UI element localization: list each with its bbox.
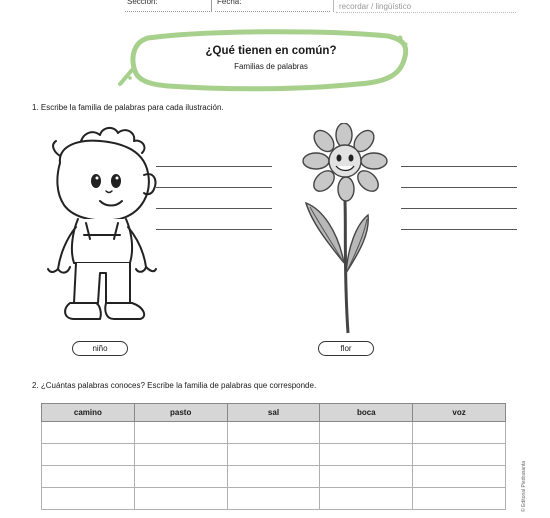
boy-answer-line-2[interactable]	[156, 187, 272, 188]
table-cell[interactable]	[227, 444, 320, 466]
table-cell[interactable]	[42, 488, 135, 510]
table-cell[interactable]	[413, 466, 506, 488]
boy-illustration	[40, 123, 165, 328]
exercise-2-instruction: 2. ¿Cuántas palabras conoces? Escribe la familia de palabras que corresponde.	[32, 381, 317, 390]
boy-answer-line-3[interactable]	[156, 208, 272, 209]
column-header: camino	[42, 404, 135, 422]
table-cell[interactable]	[42, 466, 135, 488]
table-cell[interactable]	[42, 444, 135, 466]
flower-answer-line-3[interactable]	[401, 208, 517, 209]
publisher-credit: © Editorial Piedrasanta	[521, 460, 527, 512]
table-row	[42, 422, 506, 444]
table-cell[interactable]	[227, 466, 320, 488]
header-divider	[211, 0, 212, 12]
table-row	[42, 488, 506, 510]
page-subtitle: Familias de palabras	[234, 62, 308, 71]
table-header-row	[42, 404, 506, 422]
date-label: Fecha:	[217, 0, 242, 6]
table-cell[interactable]	[413, 422, 506, 444]
page-title: ¿Qué tienen en común?	[205, 45, 337, 57]
word-family-table	[41, 403, 506, 510]
flower-answer-line-4[interactable]	[401, 229, 517, 230]
column-header: boca	[320, 404, 413, 422]
table-row	[42, 444, 506, 466]
column-header: sal	[227, 404, 320, 422]
flower-answer-line-1[interactable]	[401, 166, 517, 167]
table-cell[interactable]	[134, 466, 227, 488]
table-cell[interactable]	[227, 488, 320, 510]
skill-line	[336, 12, 516, 13]
boy-answer-line-4[interactable]	[156, 229, 272, 230]
table-cell[interactable]	[134, 444, 227, 466]
table-row	[42, 466, 506, 488]
flower-answer-line-2[interactable]	[401, 187, 517, 188]
column-header: voz	[413, 404, 506, 422]
header-bar	[0, 0, 550, 14]
table-cell[interactable]	[413, 444, 506, 466]
table-cell[interactable]	[320, 444, 413, 466]
table-cell[interactable]	[134, 488, 227, 510]
table-cell[interactable]	[320, 488, 413, 510]
table-cell[interactable]	[320, 422, 413, 444]
table-cell[interactable]	[134, 422, 227, 444]
column-header: pasto	[134, 404, 227, 422]
table-cell[interactable]	[227, 422, 320, 444]
boy-label: niño	[72, 341, 128, 356]
flower-illustration	[298, 123, 394, 338]
section-label: Sección:	[127, 0, 158, 6]
table-cell[interactable]	[320, 466, 413, 488]
flower-label: flor	[318, 341, 374, 356]
header-divider-2	[333, 0, 334, 12]
date-field[interactable]	[215, 11, 330, 12]
exercise-1-instruction: 1. Escribe la familia de palabras para cada ilustración.	[32, 103, 224, 112]
skill-tag: recordar / lingüístico	[339, 2, 412, 11]
table-cell[interactable]	[413, 488, 506, 510]
section-field[interactable]	[125, 11, 210, 12]
table-cell[interactable]	[42, 422, 135, 444]
boy-answer-line-1[interactable]	[156, 166, 272, 167]
